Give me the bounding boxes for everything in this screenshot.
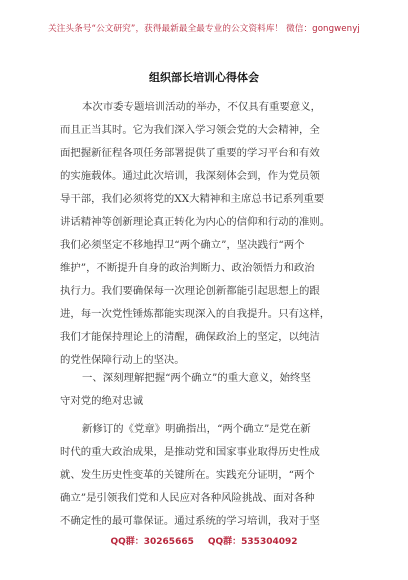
text-line: 新修订的《党章》明确指出，“两个确立”是党在新 [82,423,311,435]
heading-line: 守对党的绝对忠诚 [60,395,144,407]
qq-group-2: QQ群：535304092 [207,537,298,547]
text-line: 的实施载体。通过此次培训，我深刻体会到，作为党员领 [60,170,320,182]
text-line: 而且正当其时。它为我们深入学习领会党的大会精神，全 [60,124,320,136]
promo-banner: 关注头条号“公文研究”，获得最新最全最专业的公文资料库！ 微信：gongwenyj [48,24,360,34]
text-line: 维护”，不断提升自身的政治判断力、政治领悟力和政治 [60,262,315,274]
text-line: 确立”是引领我们党和人民应对各种风险挑战、面对各种 [60,492,315,504]
qq-group-1: QQ群：30265665 [110,537,194,547]
text-line: 导干部，我们必须将党的XX大精神和主席总书记系列重要 [60,193,325,205]
text-line: 本次市委专题培训活动的举办，不仅具有重要意义， [82,101,321,113]
section-heading [60,367,350,413]
text-line: 的党性保障行动上的坚决。 [60,354,185,366]
text-line: 讲话精神等创新理论真正转化为内心的信仰和行动的准则。 [60,216,331,228]
body-paragraph [60,418,350,533]
text-line: 我们才能保持理论上的清醒，确保政治上的坚定，以纯洁 [60,331,320,343]
text-line: 时代的重大政治成果，是推动党和国家事业取得历史性成 [60,446,320,458]
contact-footer [0,534,408,547]
heading-line: 一、深刻理解把握“两个确立”的重大意义，始终坚 [82,372,311,384]
intro-paragraph [60,96,350,372]
text-line: 执行力。我们要确保每一次理论创新都能引起思想上的跟 [60,285,320,297]
text-line: 不确定性的最可靠保证。通过系统的学习培训，我对于坚 [60,515,320,527]
text-line: 我们必须坚定不移地捍卫“两个确立”，坚决践行“两个 [60,239,305,251]
text-line: 进，每一次党性锤炼都能实现深入的自我提升。只有这样， [60,308,331,320]
document-title: 组织部长培训心得体会 [149,71,259,84]
text-line: 就、发生历史性变革的关键所在。实践充分证明，“两个 [60,469,315,481]
text-line: 面把握新征程各项任务部署提供了重要的学习平台和有效 [60,147,320,159]
